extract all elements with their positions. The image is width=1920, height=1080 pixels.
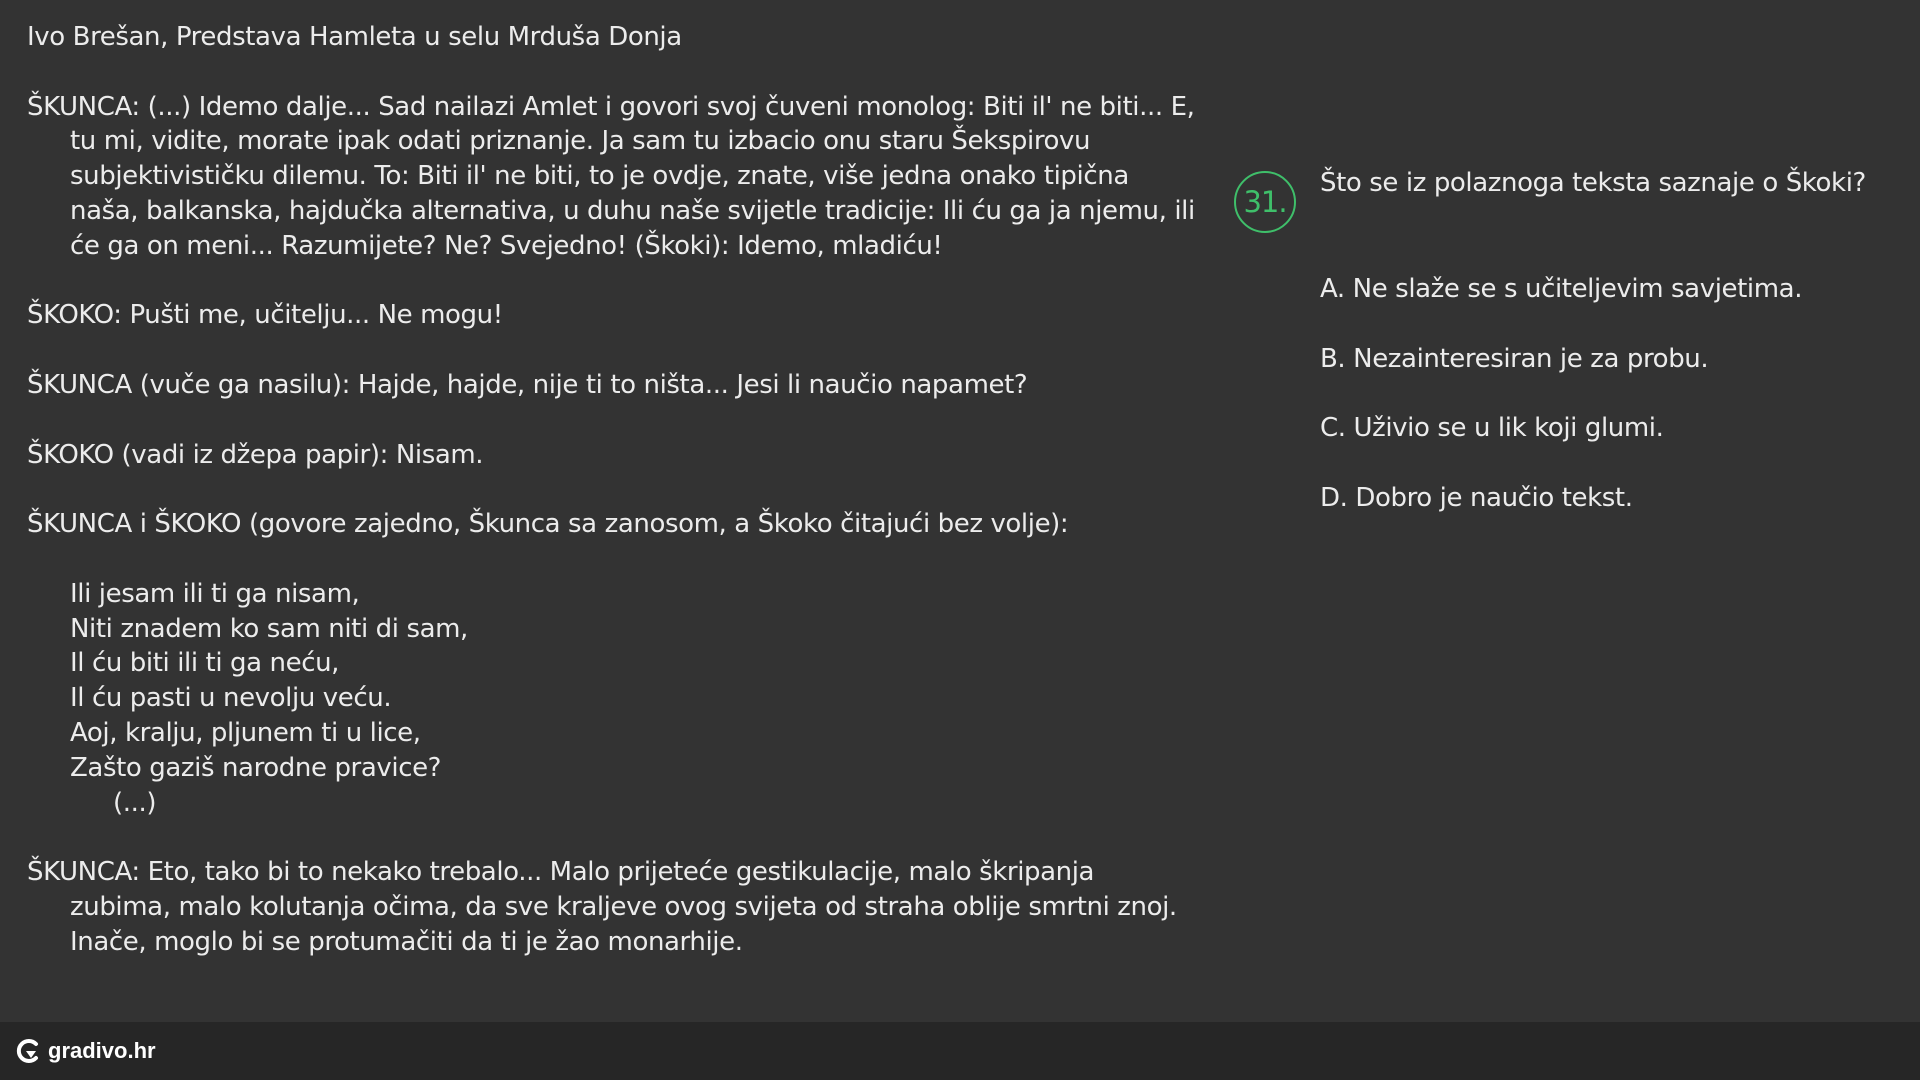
- passage-paragraph-6: ŠKUNCA: Eto, tako bi to nekako trebalo... Malo prijeteće gestikulacije, malo škripanja zubima, malo kolutanja očima, da sve kraljeve ovog svijeta od straha oblije smrtni znoj. Inače, moglo bi se protumačiti da ti je žao monarhije.: [27, 857, 1177, 957]
- passage-title: Ivo Brešan, Predstava Hamleta u selu Mrduša Donja: [27, 22, 682, 52]
- passage-paragraph-1: ŠKUNCA: (...) Idemo dalje... Sad nailazi Amlet i govori svoj čuveni monolog: Biti il' ne biti... E, tu mi, vidite, morate ipak odati priznanje. Ja sam tu izbacio onu staru Šekspirovu subjektivističku dilemu. To: Biti il' ne biti, to je ovdje, znate, više jedna onako tipična naša, balkanska, hajdučka alternativa, u duhu naše svijetle tradicije: Ili ću ga ja njemu, ili će ga on meni... Razumijete? Ne? Svejedno! (Škoki): Idemo, mladiću!: [27, 91, 1195, 261]
- passage-paragraph-4: ŠKOKO (vadi iz džepa papir): Nisam.: [27, 439, 484, 470]
- question-text: Što se iz polaznoga teksta saznaje o Škoki?: [1320, 168, 1866, 198]
- footer-bar: [0, 1022, 1920, 1080]
- poem-line: Il ću biti ili ti ga neću,: [70, 648, 340, 679]
- passage-text: [27, 20, 1197, 994]
- poem-line: Il ću pasti u nevolju veću.: [70, 683, 392, 714]
- poem-line: Ili jesam ili ti ga nisam,: [70, 578, 360, 609]
- gradivo-logo[interactable]: [14, 1036, 156, 1066]
- poem-line: Niti znadem ko sam niti di sam,: [70, 613, 468, 644]
- passage-paragraph-3: ŠKUNCA (vuče ga nasilu): Hajde, hajde, nije ti to ništa... Jesi li naučio napamet?: [27, 369, 1028, 400]
- poem-ellipsis: (...): [113, 787, 157, 818]
- passage-paragraph-5: ŠKUNCA i ŠKOKO (govore zajedno, Škunca sa zanosom, a Škoko čitajući bez volje):: [27, 509, 1069, 540]
- gradivo-logo-icon: [14, 1037, 42, 1065]
- logo-text: gradivo.hr: [48, 1038, 156, 1063]
- poem-line: Aoj, kralju, pljunem ti u lice,: [70, 717, 421, 748]
- answer-option-c: C. Uživio se u lik koji glumi.: [1320, 413, 1664, 444]
- passage-paragraph-2: ŠKOKO: Pušti me, učitelju... Ne mogu!: [27, 300, 503, 331]
- poem: [27, 577, 1197, 821]
- answer-option-d: D. Dobro je naučio tekst.: [1320, 482, 1633, 513]
- answer-option-a: A. Ne slaže se s učiteljevim savjetima.: [1320, 274, 1803, 304]
- question-number-badge: 31.: [1234, 171, 1296, 233]
- answer-option-b: B. Nezainteresiran je za probu.: [1320, 343, 1709, 374]
- answer-list: [1320, 272, 1900, 550]
- poem-line: Zašto gaziš narodne pravice?: [70, 752, 442, 783]
